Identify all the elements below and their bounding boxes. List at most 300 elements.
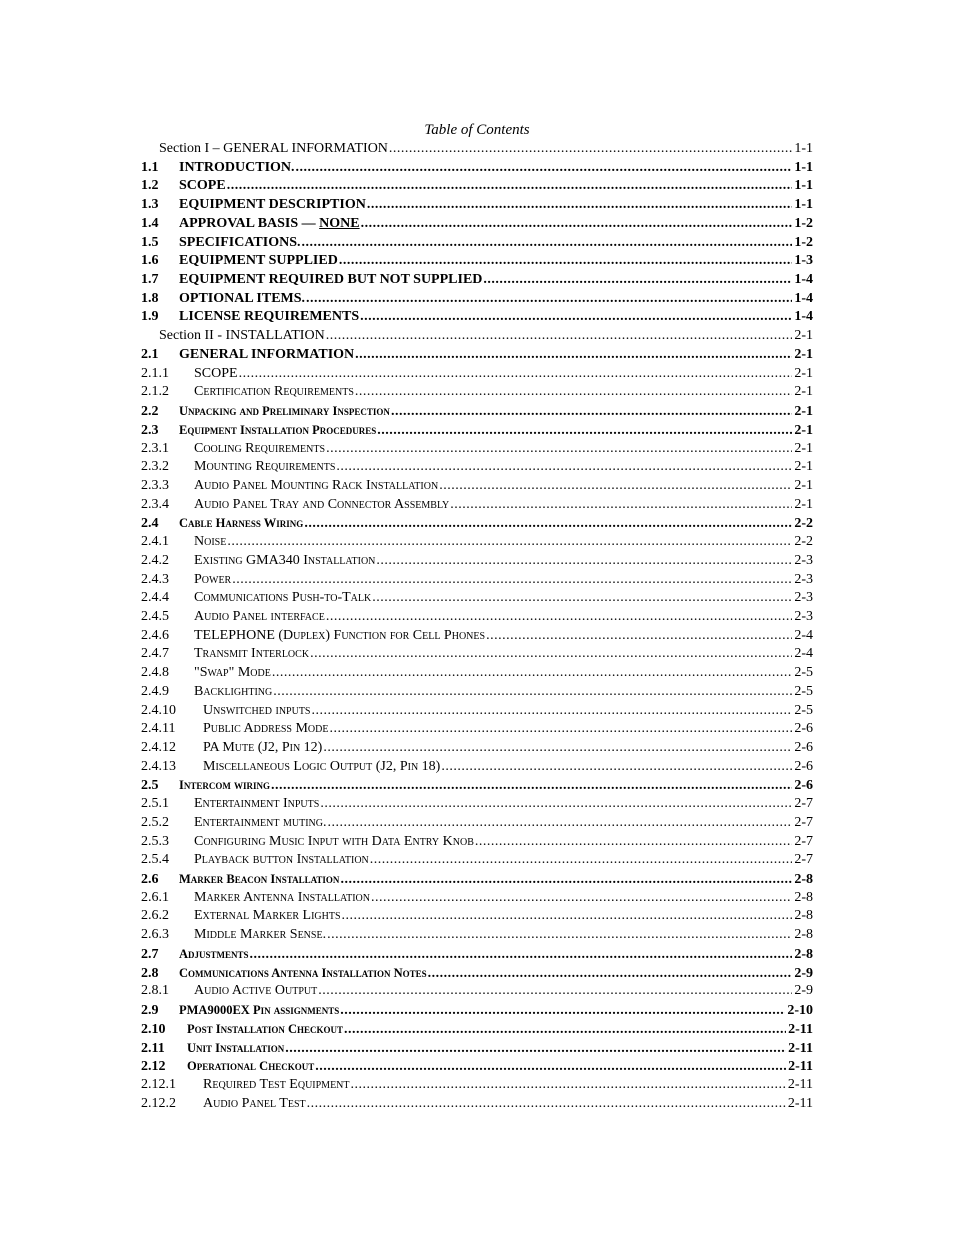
toc-entry-page: 2-5 (794, 683, 813, 699)
toc-dot-leader (370, 851, 793, 870)
toc-entry-title (194, 907, 341, 926)
toc-entry-page: 2-7 (794, 852, 813, 868)
toc-entry-number: 1.8 (141, 290, 159, 306)
toc-entry[interactable] (141, 571, 813, 590)
toc-entry-title-text: Noise (194, 534, 227, 550)
toc-entry-page: 1-3 (794, 253, 813, 269)
toc-entry-page: 2-1 (794, 422, 813, 438)
toc-entry-page: 1-4 (794, 272, 813, 288)
toc-dot-leader (232, 571, 792, 590)
toc-entry-page: 2-1 (794, 365, 813, 381)
toc-entry-title-text: Entertainment muting. (194, 814, 327, 830)
toc-entry-title-text: Unswitched inputs (203, 702, 311, 718)
toc-dot-leader (227, 177, 793, 196)
toc-entry-number: 2.2 (141, 404, 159, 420)
toc-entry-title (179, 252, 338, 271)
toc-entry-title (194, 982, 317, 1001)
toc-entry-title (179, 196, 366, 215)
toc-entry[interactable] (141, 402, 813, 421)
toc-entry[interactable] (141, 271, 813, 290)
toc-dot-leader (227, 533, 792, 552)
toc-entry[interactable] (141, 776, 813, 795)
toc-entry-number: 2.1.2 (141, 384, 169, 400)
toc-entry-title-text: Audio Panel Test (203, 1095, 306, 1111)
toc-entry-number: 2.4.9 (141, 683, 169, 699)
toc-dot-leader (339, 252, 793, 271)
toc-entry-title-text: Marker Antenna Installation (194, 889, 370, 905)
toc-entry-title (203, 1076, 350, 1095)
toc-entry-page: 2-3 (794, 571, 813, 587)
toc-dot-leader (318, 982, 792, 1001)
toc-dot-leader (367, 196, 793, 215)
toc-entry[interactable] (141, 477, 813, 496)
toc-entry-title-text: Unpacking and Preliminary Inspection (179, 404, 390, 419)
toc-entry[interactable] (141, 552, 813, 571)
toc-entry-title (194, 589, 371, 608)
toc-entry-title-text: Intercom wiring (179, 778, 270, 793)
toc-entry-number: 2.12 (141, 1059, 166, 1075)
toc-entry-title (179, 402, 390, 421)
toc-dot-leader (326, 608, 793, 627)
toc-dot-leader (483, 271, 792, 290)
toc-entry-title (194, 571, 231, 590)
toc-entry-page: 1-1 (794, 159, 813, 175)
toc-entry[interactable] (141, 383, 813, 402)
toc-entry-title-text: Unit Installation (187, 1040, 285, 1055)
toc-entry-title (179, 776, 270, 795)
toc-entry-page: 2-11 (787, 1076, 813, 1092)
toc-dot-leader (486, 627, 792, 646)
toc-entry-page: 2-1 (794, 459, 813, 475)
toc-entry[interactable] (141, 739, 813, 758)
toc-entry-title (194, 533, 226, 552)
toc-entry-title (179, 234, 301, 253)
toc-entry-page: 2-3 (794, 608, 813, 624)
toc-entry[interactable] (141, 589, 813, 608)
toc-entry-number: 1.7 (141, 272, 159, 288)
toc-entry-title-text: EQUIPMENT SUPPLIED (179, 253, 338, 269)
toc-entry-page: 2-8 (794, 946, 813, 962)
toc-entry-page: 2-8 (794, 889, 813, 905)
toc-entry-title (194, 683, 272, 702)
toc-entry-title-text: Section I – GENERAL INFORMATION (159, 141, 388, 156)
toc-entry[interactable] (141, 851, 813, 870)
toc-entry-page: 2-10 (787, 1003, 813, 1019)
toc-entry-page: 2-4 (794, 646, 813, 662)
toc-entry[interactable] (141, 1020, 813, 1039)
toc-entry-title (194, 440, 325, 459)
toc-entry-title (203, 1095, 306, 1114)
toc-entry-number: 2.5.3 (141, 833, 169, 849)
toc-entry-number: 2.10 (141, 1021, 166, 1037)
toc-entry-title (179, 514, 303, 533)
toc-entry-title-text: PMA9000EX Pin assignments (179, 1003, 340, 1018)
toc-entry-number: 2.1.1 (141, 365, 169, 381)
toc-entry-number: 2.4.10 (141, 702, 176, 718)
toc-entry-title-text: Operational Checkout (187, 1059, 315, 1074)
toc-entry-page: 2-5 (794, 702, 813, 718)
toc-entry-title (194, 608, 325, 627)
toc-entry-page: 1-1 (794, 141, 813, 156)
toc-entry[interactable] (141, 290, 813, 309)
toc-dot-leader (329, 720, 792, 739)
toc-dot-leader (315, 1058, 786, 1077)
toc-entry-number: 1.2 (141, 178, 159, 194)
toc-entry-number: 2.6.2 (141, 908, 169, 924)
toc-entry-number: 2.6.1 (141, 889, 169, 905)
toc-entry-page: 1-4 (794, 309, 813, 325)
toc-entry-title (187, 1039, 284, 1058)
toc-entry-title-text: "Swap" Mode (194, 665, 271, 681)
toc-dot-leader (351, 1076, 786, 1095)
table-of-contents (141, 140, 813, 1113)
toc-entry-title (179, 421, 376, 440)
toc-entry-page: 2-4 (794, 627, 813, 643)
toc-entry-page: 2-11 (788, 1040, 813, 1056)
toc-entry-title-text: LICENSE REQUIREMENTS (179, 309, 360, 325)
toc-entry-title (194, 814, 326, 833)
toc-entry-title (203, 702, 311, 721)
toc-entry-number: 2.4.13 (141, 758, 176, 774)
toc-entry-page: 1-1 (794, 197, 813, 213)
toc-entry-title (203, 739, 322, 758)
toc-entry-title (194, 477, 438, 496)
toc-entry-number: 2.5.4 (141, 852, 169, 868)
toc-entry[interactable] (141, 702, 813, 721)
toc-dot-leader (391, 403, 792, 422)
toc-dot-leader (307, 1095, 786, 1114)
toc-entry-number: 2.3.3 (141, 477, 169, 493)
toc-entry-title-text: Adjustments (179, 946, 249, 961)
toc-dot-leader (310, 645, 792, 664)
toc-entry[interactable] (141, 346, 813, 365)
toc-entry[interactable] (141, 496, 813, 515)
toc-entry-page: 2-7 (794, 796, 813, 812)
toc-entry[interactable] (141, 926, 813, 945)
toc-entry-title (179, 964, 427, 983)
toc-dot-leader (441, 758, 792, 777)
toc-entry-title (194, 851, 369, 870)
toc-entry-title-text: Required Test Equipment (203, 1076, 350, 1092)
toc-entry[interactable] (141, 907, 813, 926)
toc-dot-leader (302, 234, 793, 253)
toc-entry[interactable] (141, 234, 813, 253)
toc-entry-number: 2.3.1 (141, 440, 169, 456)
toc-entry-number: 2.3 (141, 422, 159, 438)
toc-entry[interactable] (141, 720, 813, 739)
toc-entry-number: 2.1 (141, 346, 159, 362)
toc-entry-page: 2-11 (788, 1021, 813, 1037)
toc-entry-page: 1-1 (794, 178, 813, 194)
toc-entry-title (179, 945, 249, 964)
toc-entry-title (203, 720, 328, 739)
toc-dot-leader (239, 365, 793, 384)
toc-entry[interactable] (141, 196, 813, 215)
toc-entry-number: 2.9 (141, 1003, 159, 1019)
toc-dot-leader (272, 664, 792, 683)
toc-dot-leader (376, 552, 792, 571)
toc-entry[interactable] (141, 177, 813, 196)
toc-entry-number: 2.4.6 (141, 627, 169, 643)
toc-entry[interactable] (141, 964, 813, 983)
toc-entry[interactable] (141, 1095, 813, 1114)
toc-entry-page: 2-1 (794, 346, 813, 362)
toc-entry-number: 2.4.1 (141, 534, 169, 550)
toc-dot-leader (372, 589, 792, 608)
toc-entry-page: 2-5 (794, 665, 813, 681)
toc-entry-title (194, 496, 449, 515)
toc-entry-page: 2-1 (794, 440, 813, 456)
toc-dot-leader (361, 215, 793, 234)
toc-entry-title-text: Communications Push-to-Talk (194, 590, 372, 606)
toc-entry-title (194, 833, 474, 852)
toc-entry-title-text: Middle Marker Sense. (194, 927, 327, 943)
toc-dot-leader (450, 496, 792, 515)
toc-entry-number: 1.3 (141, 197, 159, 213)
toc-entry-number: 1.1 (141, 159, 159, 175)
toc-entry-title (194, 552, 375, 571)
toc-entry-page: 2-8 (794, 872, 813, 888)
toc-entry[interactable] (141, 1057, 813, 1076)
toc-entry-page: 2-1 (794, 404, 813, 420)
toc-entry[interactable] (141, 814, 813, 833)
toc-entry[interactable] (141, 215, 813, 234)
toc-entry-title (194, 645, 309, 664)
toc-entry-title-text: Configuring Music Input with Data Entry Knob (194, 833, 474, 849)
toc-entry[interactable] (141, 664, 813, 683)
toc-dot-leader (355, 383, 792, 402)
toc-entry-number: 2.4.2 (141, 552, 169, 568)
toc-entry-page: 1-2 (794, 215, 813, 231)
toc-entry-number: 2.4.7 (141, 646, 169, 662)
toc-entry-title (194, 383, 354, 402)
toc-dot-leader (327, 926, 792, 945)
toc-entry-title (159, 140, 388, 159)
toc-entry-number: 1.9 (141, 309, 159, 325)
toc-entry-page: 2-7 (794, 833, 813, 849)
toc-entry[interactable] (141, 252, 813, 271)
toc-entry-title-text: Cable Harness Wiring (179, 516, 304, 531)
toc-entry-number: 2.5 (141, 778, 159, 794)
toc-entry-number: 2.5.1 (141, 796, 169, 812)
toc-entry-title-text: OPTIONAL ITEMS. (179, 290, 306, 306)
toc-entry-number: 2.6 (141, 872, 159, 888)
toc-entry-number: 1.4 (141, 215, 159, 231)
toc-entry-page: 2-3 (794, 590, 813, 606)
toc-entry-number: 2.4.11 (141, 721, 176, 737)
toc-entry[interactable] (141, 533, 813, 552)
toc-dot-leader (475, 833, 792, 852)
toc-entry-title (194, 627, 485, 646)
toc-entry-page: 2-6 (794, 758, 813, 774)
toc-entry-title-text: Section II - INSTALLATION (159, 328, 325, 344)
toc-entry-number: 2.8.1 (141, 983, 169, 999)
toc-entry-number: 2.11 (141, 1040, 165, 1056)
toc-entry[interactable] (141, 1076, 813, 1095)
toc-entry[interactable] (141, 683, 813, 702)
toc-entry-title-text: Cooling Requirements (194, 440, 326, 456)
toc-entry[interactable] (141, 514, 813, 533)
toc-entry-page: 2-7 (794, 814, 813, 830)
toc-dot-leader (342, 907, 793, 926)
toc-entry-page: 2-11 (787, 1095, 813, 1111)
toc-dot-leader (273, 683, 792, 702)
toc-dot-leader (285, 1040, 786, 1059)
toc-dot-leader (340, 1002, 785, 1021)
toc-entry-page: 2-3 (794, 552, 813, 568)
toc-entry-number: 2.4.4 (141, 590, 169, 606)
toc-dot-leader (377, 422, 792, 441)
toc-entry-number: 2.7 (141, 946, 159, 962)
toc-entry-title (194, 795, 319, 814)
toc-entry-title (203, 758, 440, 777)
toc-entry-title (179, 346, 354, 365)
toc-dot-leader (326, 440, 792, 459)
toc-entry-title-text: Audio Active Output (194, 983, 318, 999)
toc-entry-title (159, 327, 325, 346)
toc-dot-leader (428, 965, 793, 984)
toc-entry-title-text: PA Mute (J2, Pin 12) (203, 740, 323, 755)
toc-entry-title-text: Playback button Installation (194, 852, 369, 868)
toc-dot-leader (344, 1021, 786, 1040)
toc-dot-leader (439, 477, 792, 496)
toc-entry[interactable] (141, 159, 813, 178)
toc-entry[interactable] (141, 440, 813, 459)
toc-entry-title (179, 1001, 339, 1020)
toc-entry[interactable] (141, 365, 813, 384)
toc-entry-title-text: Existing GMA340 Installation (194, 552, 376, 568)
toc-entry-title-text: Power (194, 571, 232, 587)
toc-entry[interactable] (141, 889, 813, 908)
toc-entry-page: 2-9 (794, 983, 813, 999)
toc-entry[interactable] (141, 833, 813, 852)
toc-entry-title-text: Mounting Requirements (194, 459, 336, 475)
toc-dot-leader (327, 814, 792, 833)
toc-entry-title-text: Public Address Mode (203, 721, 329, 737)
toc-entry-title-text: External Marker Lights (194, 908, 341, 924)
toc-entry-page: 2-8 (794, 908, 813, 924)
toc-entry-page: 2-2 (794, 516, 813, 532)
toc-entry[interactable] (141, 795, 813, 814)
toc-dot-leader (296, 159, 793, 178)
toc-entry-page: 2-1 (794, 496, 813, 512)
toc-entry-title (194, 889, 370, 908)
toc-entry[interactable] (141, 758, 813, 777)
toc-entry-title (179, 271, 482, 290)
toc-entry-number: 1.6 (141, 253, 159, 269)
toc-entry-title-text: Marker Beacon Installation (179, 872, 340, 887)
toc-dot-leader (355, 346, 792, 365)
toc-dot-leader (304, 515, 792, 534)
toc-entry-number: 1.5 (141, 234, 159, 250)
toc-entry-title (194, 458, 335, 477)
toc-entry-page: 1-4 (794, 290, 813, 306)
toc-entry-title-text: SCOPE (194, 365, 238, 381)
toc-dot-leader (312, 702, 793, 721)
toc-dot-leader (389, 140, 792, 159)
toc-entry-title-text: Miscellaneous Logic Output (J2, Pin 18) (203, 758, 441, 774)
toc-entry[interactable] (141, 608, 813, 627)
toc-entry-number: 2.4.8 (141, 665, 169, 681)
toc-entry[interactable] (141, 327, 813, 346)
toc-entry-title-text: Audio Panel Mounting Rack Installation (194, 477, 439, 493)
toc-entry-title-text: Audio Panel Tray and Connector Assembly (194, 496, 450, 512)
toc-entry-title-text: TELEPHONE (Duplex) Function for Cell Phones (194, 627, 486, 643)
toc-entry-title (194, 664, 271, 683)
toc-entry-title-text: INTRODUCTION. (179, 159, 295, 175)
toc-entry[interactable] (141, 458, 813, 477)
toc-dot-leader (320, 795, 792, 814)
toc-entry-title (179, 215, 360, 234)
toc-entry[interactable] (141, 982, 813, 1001)
toc-entry-page: 2-1 (794, 384, 813, 400)
toc-entry-title-text: Communications Antenna Installation Notes (179, 965, 427, 980)
toc-entry-title-text: Certification Requirements (194, 384, 354, 400)
toc-entry-page: 2-6 (794, 740, 813, 755)
toc-dot-leader (340, 871, 792, 890)
toc-entry-page: 2-9 (794, 965, 813, 981)
toc-dot-leader (336, 458, 792, 477)
toc-entry-title-text: GENERAL INFORMATION (179, 346, 355, 362)
toc-entry-title (179, 159, 295, 178)
toc-entry-number: 2.4.12 (141, 740, 176, 755)
toc-entry[interactable] (141, 1039, 813, 1058)
toc-entry-page: 2-2 (794, 534, 813, 550)
toc-entry-page: 1-2 (794, 234, 813, 250)
toc-entry[interactable] (141, 140, 813, 159)
toc-entry-page: 2-8 (794, 927, 813, 943)
toc-entry-title (187, 1057, 314, 1076)
toc-dot-leader (326, 327, 793, 346)
toc-entry-title-text: EQUIPMENT DESCRIPTION (179, 197, 366, 213)
toc-entry-title-text: Transmit Interlock (194, 646, 310, 662)
toc-entry-number: 2.4 (141, 516, 159, 532)
toc-dot-leader (323, 739, 792, 758)
toc-entry[interactable] (141, 945, 813, 964)
toc-entry-title (179, 177, 226, 196)
toc-entry-number: 2.12.1 (141, 1076, 176, 1092)
toc-entry-number: 2.6.3 (141, 927, 169, 943)
toc-entry-title (179, 290, 305, 309)
toc-entry-title-text: SCOPE (179, 178, 226, 194)
toc-entry-number: 2.3.2 (141, 459, 169, 475)
toc-entry[interactable] (141, 627, 813, 646)
toc-entry[interactable] (141, 421, 813, 440)
toc-entry-page: 2-1 (794, 328, 813, 344)
toc-entry-title-text: Post Installation Checkout (187, 1021, 343, 1036)
toc-entry-number: 2.3.4 (141, 496, 169, 512)
toc-entry-title-text: SPECIFICATIONS. (179, 234, 301, 250)
toc-entry[interactable] (141, 308, 813, 327)
toc-entry-page: 2-6 (794, 778, 813, 794)
toc-entry-number: 2.4.3 (141, 571, 169, 587)
toc-entry-title-text: Audio Panel interface (194, 608, 325, 624)
toc-entry-page: 2-6 (794, 721, 813, 737)
toc-entry[interactable] (141, 1001, 813, 1020)
toc-entry-number: 2.12.2 (141, 1095, 176, 1111)
toc-dot-leader (271, 777, 792, 796)
toc-entry-title (187, 1020, 343, 1039)
toc-entry[interactable] (141, 645, 813, 664)
toc-dot-leader (250, 946, 793, 965)
toc-entry-number: 2.4.5 (141, 608, 169, 624)
toc-entry-number: 2.8 (141, 965, 159, 981)
toc-entry-number: 2.5.2 (141, 814, 169, 830)
toc-entry-title (179, 308, 359, 327)
toc-title: Table of Contents (424, 122, 530, 138)
toc-entry-title-text: Backlighting (194, 683, 273, 699)
toc-entry[interactable] (141, 870, 813, 889)
